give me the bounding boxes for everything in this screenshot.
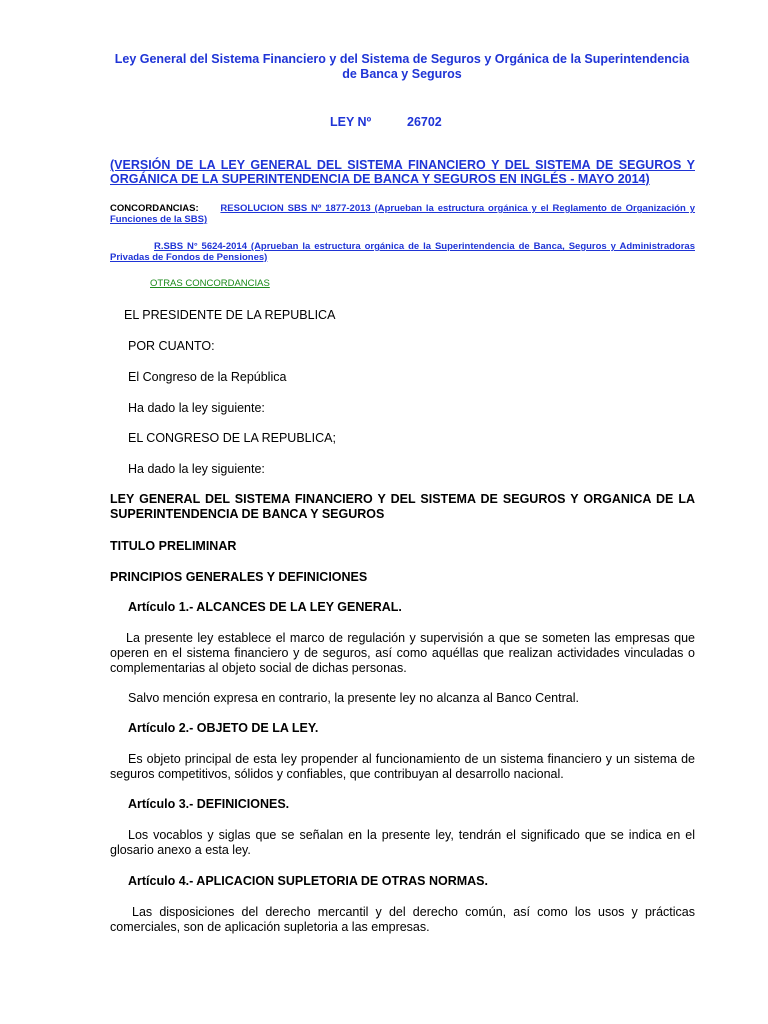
article-2-heading: Artículo 2.- OBJETO DE LA LEY. [128, 721, 319, 735]
article-4-paragraph-1: Las disposiciones del derecho mercantil y del derecho común, así como los usos y prácticas comerciales, son de aplicación supletoria a las empresas. [110, 905, 695, 934]
el-congreso-line: EL CONGRESO DE LA REPUBLICA; [128, 431, 336, 445]
article-3-paragraph-1: Los vocablos y siglas que se señalan en la presente ley, tendrán el significado que se indica en el glosario anexo a esta ley. [110, 828, 695, 857]
article-3-heading: Artículo 3.- DEFINICIONES. [128, 797, 290, 811]
ley-number: 26702 [407, 115, 442, 129]
por-cuanto-line: POR CUANTO: [128, 339, 215, 353]
article-2-paragraph-1: Es objeto principal de esta ley propender al funcionamiento de un sistema financiero y un sistema de seguros competitivos, sólidos y confiables, que contribuyan al desarrollo nacional. [110, 752, 695, 781]
concordancia-link-2[interactable]: R.SBS N° 5624-2014 (Aprueban la estructura orgánica de la Superintendencia de Banca, Seguros y Administradoras Privadas de Fondos de Pensiones) [110, 241, 695, 263]
article-1-paragraph-2: Salvo mención expresa en contrario, la presente ley no alcanza al Banco Central. [128, 691, 579, 705]
concordancias-label: CONCORDANCIAS: [110, 203, 199, 214]
ley-label: LEY Nº [330, 115, 372, 129]
otras-concordancias-link[interactable]: OTRAS CONCORDANCIAS [150, 278, 270, 289]
concordancia-link-1[interactable]: RESOLUCION SBS Nº 1877-2013 (Aprueban la estructura orgánica y el Reglamento de Organización y Funciones de la SBS) [110, 203, 696, 225]
article-4-heading: Artículo 4.- APLICACION SUPLETORIA DE OTRAS NORMAS. [128, 874, 488, 888]
principios-heading: PRINCIPIOS GENERALES Y DEFINICIONES [110, 570, 368, 584]
ley-general-heading: LEY GENERAL DEL SISTEMA FINANCIERO Y DEL SISTEMA DE SEGUROS Y ORGANICA DE LA SUPERINTENDENCIA DE BANCA Y SEGUROS [110, 492, 695, 521]
titulo-preliminar-heading: TITULO PRELIMINAR [110, 539, 237, 553]
ha-dado-line-1: Ha dado la ley siguiente: [128, 401, 265, 415]
article-1-paragraph-1: La presente ley establece el marco de regulación y supervisión a que se someten las empresas que operen en el sistema financiero y de seguros, así como aquéllas que realizan actividades vinculadas o complementarias al objeto social de dichas personas. [110, 631, 695, 675]
ha-dado-line-2: Ha dado la ley siguiente: [128, 462, 265, 476]
english-version-link[interactable]: (VERSIÓN DE LA LEY GENERAL DEL SISTEMA FINANCIERO Y DEL SISTEMA DE SEGUROS Y ORGÁNICA DE LA SUPERINTENDENCIA DE BANCA Y SEGUROS EN INGLÉS - MAYO 2014) [110, 158, 695, 186]
congreso-line: El Congreso de la República [128, 370, 287, 384]
article-1-heading: Artículo 1.- ALCANCES DE LA LEY GENERAL. [128, 600, 402, 614]
document-title: Ley General del Sistema Financiero y del Sistema de Seguros y Orgánica de la Superintendencia de Banca y Seguros [114, 52, 690, 81]
presidente-line: EL PRESIDENTE DE LA REPUBLICA [124, 308, 336, 322]
concordancias-block [110, 203, 695, 225]
